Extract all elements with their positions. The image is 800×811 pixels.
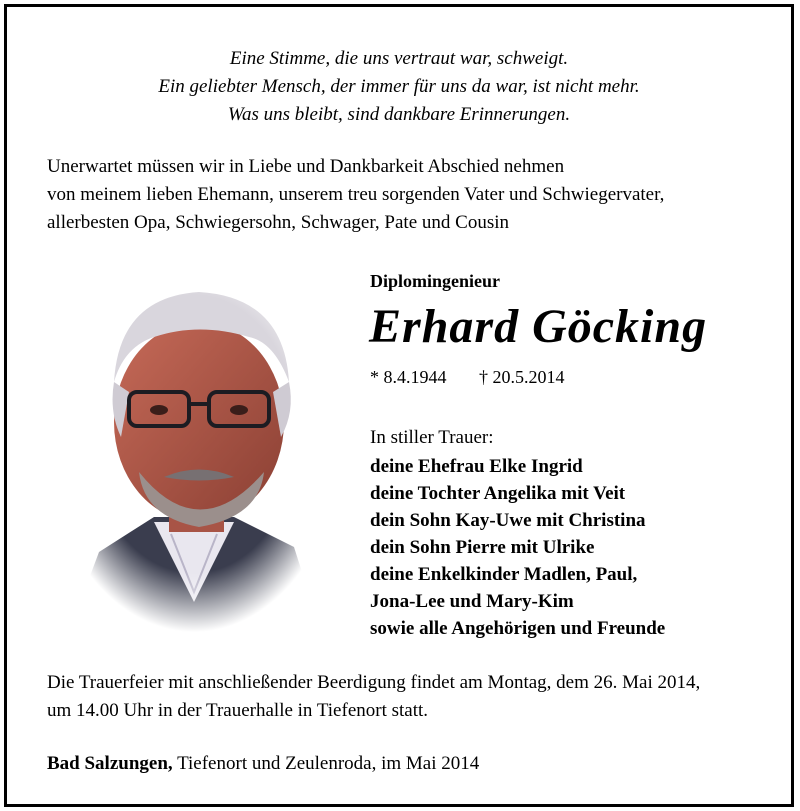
mourner-line: deine Tochter Angelika mit Veit: [370, 483, 626, 504]
poem-line: Eine Stimme, die uns vertraut war, schweigt.: [229, 48, 569, 69]
funeral-line: um 14.00 Uhr in der Trauerhalle in Tiefenort statt.: [47, 700, 429, 721]
poem-line: Ein geliebter Mensch, der immer für uns da war, ist nicht mehr.: [158, 76, 640, 97]
intro-line: von meinem lieben Ehemann, unserem treu sorgenden Vater und Schwiegervater,: [47, 184, 665, 205]
portrait-photo: [59, 272, 329, 632]
deceased-name: Erhard Göcking: [369, 300, 708, 353]
life-dates: [370, 367, 565, 388]
mourner-line: deine Ehefrau Elke Ingrid: [370, 456, 583, 477]
birth-date: * 8.4.1944: [370, 367, 447, 387]
obituary-frame: [4, 4, 794, 807]
memorial-poem: [7, 45, 791, 129]
place-rest: Tiefenort und Zeulenroda, im Mai 2014: [177, 753, 480, 774]
poem-line: Was uns bleibt, sind dankbare Erinnerungen.: [227, 104, 571, 125]
intro-line: Unerwartet müssen wir in Liebe und Dankbarkeit Abschied nehmen: [47, 156, 565, 177]
mourner-line: sowie alle Angehörigen und Freunde: [370, 618, 666, 639]
intro-line: allerbesten Opa, Schwiegersohn, Schwager, Pate und Cousin: [47, 212, 509, 233]
funeral-notice: [47, 669, 700, 725]
funeral-line: Die Trauerfeier mit anschließender Beerdigung findet am Montag, dem 26. Mai 2014,: [47, 672, 701, 693]
place-city: Bad Salzungen,: [47, 753, 173, 774]
intro-text: [47, 153, 664, 237]
death-date: † 20.5.2014: [479, 367, 565, 387]
mourning-label: In stiller Trauer:: [370, 427, 494, 448]
mourner-line: Jona-Lee und Mary-Kim: [370, 591, 574, 612]
deceased-title: Diplomingenieur: [370, 271, 501, 291]
mourner-line: dein Sohn Pierre mit Ulrike: [370, 537, 595, 558]
mourner-line: dein Sohn Kay-Uwe mit Christina: [370, 510, 646, 531]
place-and-date: [47, 753, 479, 775]
mourner-line: deine Enkelkinder Madlen, Paul,: [370, 564, 638, 585]
mourners-list: [370, 453, 665, 642]
